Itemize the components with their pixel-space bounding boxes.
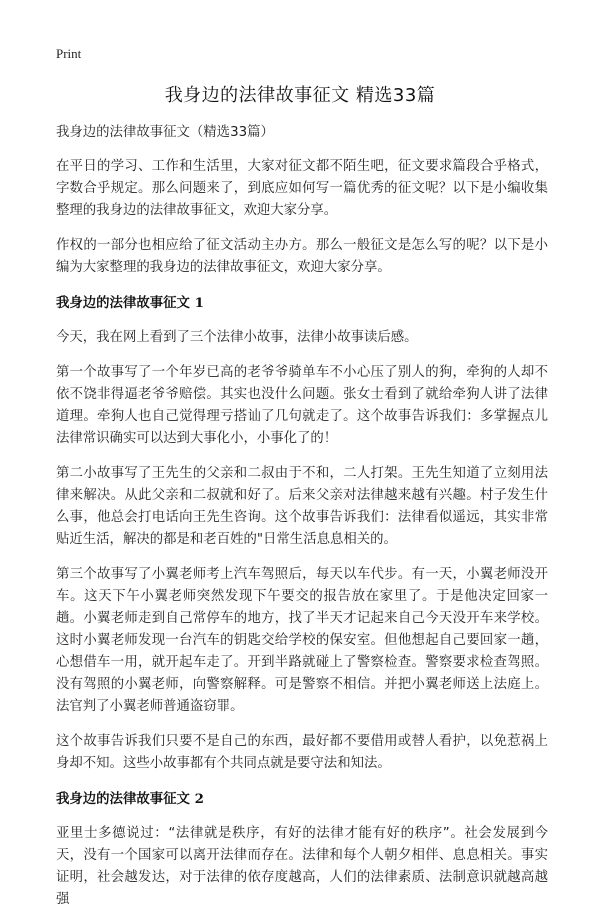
section-heading-1: 我身边的法律故事征文 1 [56,295,204,311]
article-body [56,122,548,924]
section1-paragraph-1: 今天，我在网上看到了三个法律小故事，法律小故事读后感。 [56,330,418,345]
intro-paragraph-1: 在平日的学习、工作和生活里，大家对征文都不陌生吧，征文要求篇段合乎格式，字数合乎规定。那么问题来了，到底应如何写一篇优秀的征文呢？以下是小编收集整理的我身边的法律故事征文，欢迎大家分享。 [56,159,548,218]
print-link[interactable]: Print [56,46,82,61]
section2-paragraph-1: 亚里士多德说过：“法律就是秩序，有好的法律才能有好的秩序”。社会发展到今天，没有一个国家可以离开法律而存在。法律和每个人朝夕相伴、息息相关。事实证明，社会越发达，对于法律的依存度越高，人们的法律素质、法制意识就越高越强 [56,826,548,907]
section1-paragraph-5: 这个故事告诉我们只要不是自己的东西，最好都不要借用或替人看护，以免惹祸上身却不知。这些小故事都有个共同点就是要守法和知法。 [56,734,548,771]
section1-paragraph-2: 第一个故事写了一个年岁已高的老爷爷骑单车不小心压了别人的狗，牵狗的人却不依不饶非得逼老爷爷赔偿。其实也没什么问题。张女士看到了就给牵狗人讲了法律道理。牵狗人也自己觉得理亏搭讪了几句就走了。这个故事告诉我们：多掌握点儿法律常识确实可以达到大事化小，小事化了的！ [56,365,548,446]
article-subtitle: 我身边的法律故事征文（精选33篇） [56,125,274,140]
section1-paragraph-3: 第二小故事写了王先生的父亲和二叔由于不和，二人打架。王先生知道了立刻用法律来解决。从此父亲和二叔就和好了。后来父亲对法律越来越有兴趣。村子发生什么事，他总会打电话向王先生咨询。这个故事告诉我们：法律看似遥远，其实非常贴近生活，解决的都是和老百姓的"日常生活息息相关的。 [56,466,548,547]
page-title: 我身边的法律故事征文 精选33篇 [164,85,436,106]
intro-paragraph-2: 作权的一部分也相应给了征文活动主办方。那么一般征文是怎么写的呢？以下是小编为大家整理的我身边的法律故事征文，欢迎大家分享。 [56,238,548,275]
section1-paragraph-4: 第三个故事写了小翼老师考上汽车驾照后，每天以车代步。有一天，小翼老师没开车。这天下午小翼老师突然发现下午要交的报告放在家里了。于是他决定回家一趟。小翼老师走到自己常停车的地方，找了半天才记起来自己今天没开车来学校。这时小翼老师发现一台汽车的钥匙交给学校的保安室。但他想起自己要回家一趟，心想借车一用，就开起车走了。开到半路就碰上了警察检查。警察要求检查驾照。没有驾照的小翼老师，向警察解释。可是警察不相信。并把小翼老师送上法庭上。法官判了小翼老师普通盗窃罪。 [56,567,548,714]
section-heading-2: 我身边的法律故事征文 2 [56,791,204,807]
